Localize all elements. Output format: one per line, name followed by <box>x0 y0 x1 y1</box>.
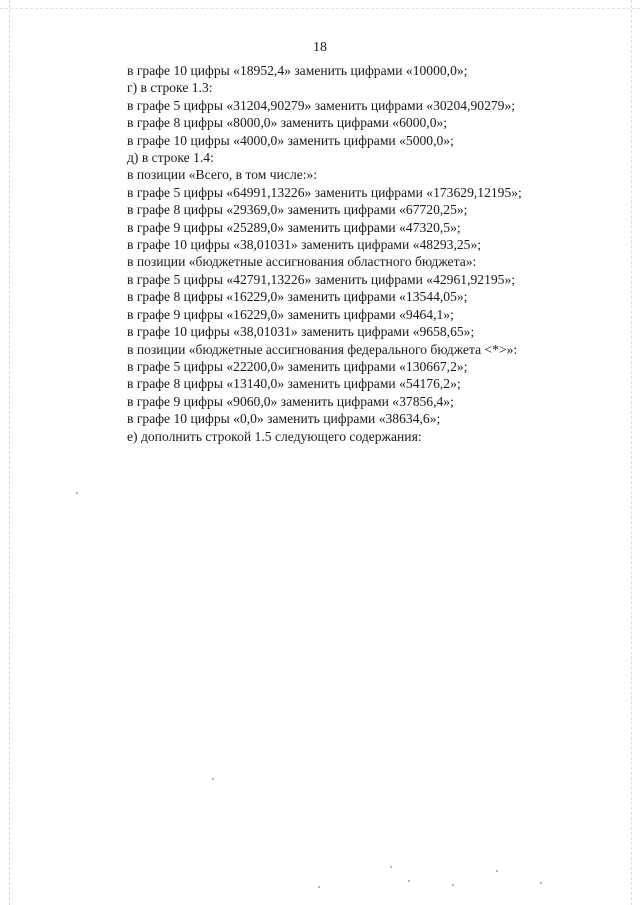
doc-line: в графе 9 цифры «16229,0» заменить цифрами «9464,1»; <box>127 306 454 322</box>
doc-line: в графе 10 цифры «0,0» заменить цифрами «38634,6»; <box>127 411 441 427</box>
scan-edge-left <box>9 0 10 905</box>
doc-line: в графе 9 цифры «9060,0» заменить цифрами «37856,4»; <box>127 393 454 409</box>
doc-line: в графе 5 цифры «64991,13226» заменить цифрами «173629,12195»; <box>127 184 522 200</box>
doc-line: в графе 10 цифры «38,01031» заменить цифрами «48293,25»; <box>127 237 482 253</box>
doc-line: в графе 8 цифры «29369,0» заменить цифрами «67720,25»; <box>127 202 468 218</box>
doc-line: в графе 8 цифры «16229,0» заменить цифрами «13544,05»; <box>127 289 468 305</box>
doc-line: в позиции «бюджетные ассигнования федерального бюджета <*>»: <box>127 341 518 357</box>
document-body <box>127 62 597 445</box>
doc-line: в графе 10 цифры «4000,0» заменить цифрами «5000,0»; <box>127 132 454 148</box>
doc-line: в графе 8 цифры «13140,0» заменить цифрами «54176,2»; <box>127 376 461 392</box>
scan-speck <box>390 866 392 868</box>
doc-line: е) дополнить строкой 1.5 следующего содержания: <box>127 428 422 444</box>
doc-line: в позиции «Всего, в том числе:»: <box>127 167 318 183</box>
scan-speck <box>496 870 498 872</box>
doc-line: в графе 8 цифры «8000,0» заменить цифрами «6000,0»; <box>127 115 448 131</box>
scan-edge-top <box>0 8 640 9</box>
doc-line: в графе 5 цифры «31204,90279» заменить цифрами «30204,90279»; <box>127 97 516 113</box>
doc-line: г) в строке 1.3: <box>127 80 213 96</box>
doc-line: в графе 9 цифры «25289,0» заменить цифрами «47320,5»; <box>127 219 461 235</box>
scan-speck <box>318 886 320 888</box>
doc-line: в графе 5 цифры «22200,0» заменить цифрами «130667,2»; <box>127 358 468 374</box>
doc-line: д) в строке 1.4: <box>127 150 214 166</box>
doc-line: в графе 10 цифры «38,01031» заменить цифрами «9658,65»; <box>127 324 475 340</box>
doc-line: в графе 10 цифры «18952,4» заменить цифрами «10000,0»; <box>127 63 468 78</box>
scan-speck <box>452 884 454 886</box>
scan-speck <box>408 880 410 882</box>
page-number: 18 <box>313 40 327 55</box>
scan-speck <box>76 492 78 494</box>
scan-edge-right <box>631 0 632 905</box>
doc-line: в графе 5 цифры «42791,13226» заменить цифрами «42961,92195»; <box>127 271 516 287</box>
doc-line: в позиции «бюджетные ассигнования областного бюджета»: <box>127 254 477 270</box>
scan-speck <box>540 882 542 884</box>
scan-speck <box>212 778 214 780</box>
